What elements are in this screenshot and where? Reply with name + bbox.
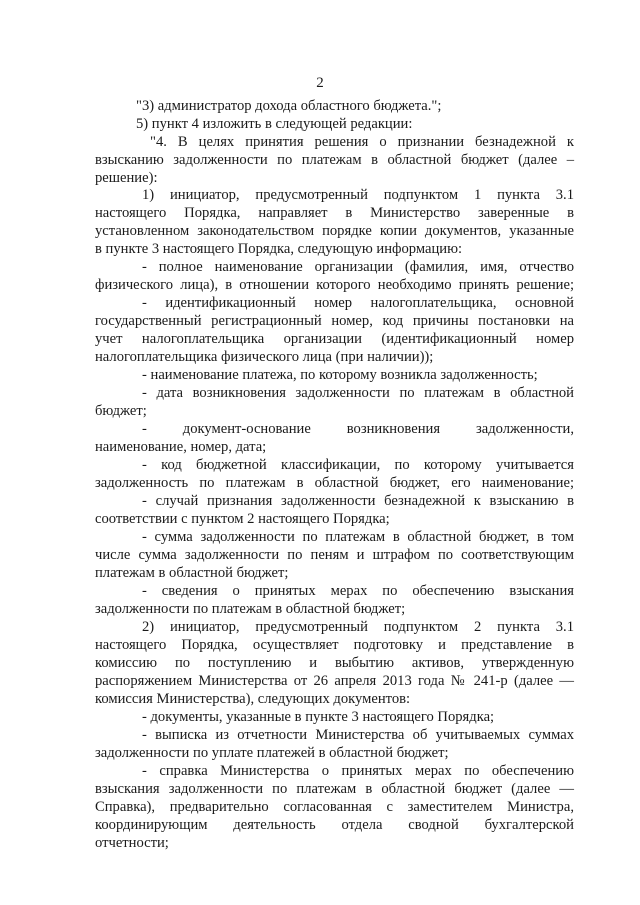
text-line: задолженность по платежам в областной бюджет, его наименование;: [95, 475, 574, 491]
text-line: распоряжением Министерства от 26 апреля 2013 года № 241-р (далее —: [95, 673, 574, 689]
text-line: физического лица), в отношении которого необходимо принять решение;: [95, 277, 574, 293]
text-line: - идентификационный номер налогоплательщика, основной: [142, 295, 574, 311]
text-line: в пункте 3 настоящего Порядка, следующую информацию:: [95, 241, 463, 257]
text-line: - сумма задолженности по платежам в областной бюджет, в том: [142, 529, 574, 545]
text-line: - справка Министерства о принятых мерах по обеспечению: [142, 763, 574, 779]
text-line: - выписка из отчетности Министерства об учитываемых суммах: [142, 727, 574, 743]
text-line: 1) инициатор, предусмотренный подпунктом 1 пункта 3.1: [142, 187, 574, 203]
text-line: платежам в областной бюджет;: [95, 565, 289, 581]
page-number: 2: [316, 75, 324, 91]
text-line: государственный регистрационный номер, код причины постановки на: [95, 313, 574, 329]
text-line: "4. В целях принятия решения о признании безнадежной к: [150, 134, 574, 150]
text-line: взысканию задолженности по платежам в областной бюджет (далее –: [95, 152, 574, 168]
text-line: настоящего Порядка, направляет в Министерство заверенные в: [95, 205, 574, 221]
text-line: координирующим деятельность отдела сводной бухгалтерской: [95, 817, 574, 833]
text-line: - случай признания задолженности безнадежной к взысканию в: [142, 493, 574, 509]
text-line: взыскания задолженности по платежам в областной бюджет (далее —: [95, 781, 574, 797]
text-line: комиссия Министерства), следующих документов:: [95, 691, 411, 707]
text-line: установленном законодательством порядке копии документов, указанные: [95, 223, 574, 239]
text-line: - полное наименование организации (фамилия, имя, отчество: [142, 259, 574, 275]
text-line: учет налогоплательщика организации (идентификационный номер: [95, 331, 574, 347]
text-line: - документ-основание возникновения задолженности,: [142, 421, 574, 437]
text-line: налогоплательщика физического лица (при наличии));: [95, 349, 434, 365]
text-line: бюджет;: [95, 403, 147, 419]
text-line: задолженности по платежам в областной бюджет;: [95, 601, 406, 617]
text-line: - сведения о принятых мерах по обеспечению взыскания: [142, 583, 574, 599]
text-line: решение):: [95, 170, 158, 186]
text-line: соответствии с пунктом 2 настоящего Порядка;: [95, 511, 390, 527]
text-line: 2) инициатор, предусмотренный подпунктом 2 пункта 3.1: [142, 619, 574, 635]
text-line: Справка), предварительно согласованная с заместителем Министра,: [95, 799, 574, 815]
text-line: отчетности;: [95, 835, 169, 851]
text-line: задолженности по уплате платежей в областной бюджет;: [95, 745, 449, 761]
text-line: - наименование платежа, по которому возникла задолженность;: [142, 367, 538, 383]
text-line: - код бюджетной классификации, по которому учитывается: [142, 457, 574, 473]
text-line: числе сумма задолженности по пеням и штрафом по соответствующим: [95, 547, 574, 563]
text-line: наименование, номер, дата;: [95, 439, 267, 455]
text-line: 5) пункт 4 изложить в следующей редакции:: [136, 116, 413, 132]
text-line: - документы, указанные в пункте 3 настоящего Порядка;: [142, 709, 495, 725]
text-line: настоящего Порядка, осуществляет подготовку и представление в: [95, 637, 574, 653]
text-line: комиссию по поступлению и выбытию активов, утвержденную: [95, 655, 574, 671]
text-line: "3) администратор дохода областного бюджета.";: [136, 98, 442, 114]
text-line: - дата возникновения задолженности по платежам в областной: [142, 385, 574, 401]
